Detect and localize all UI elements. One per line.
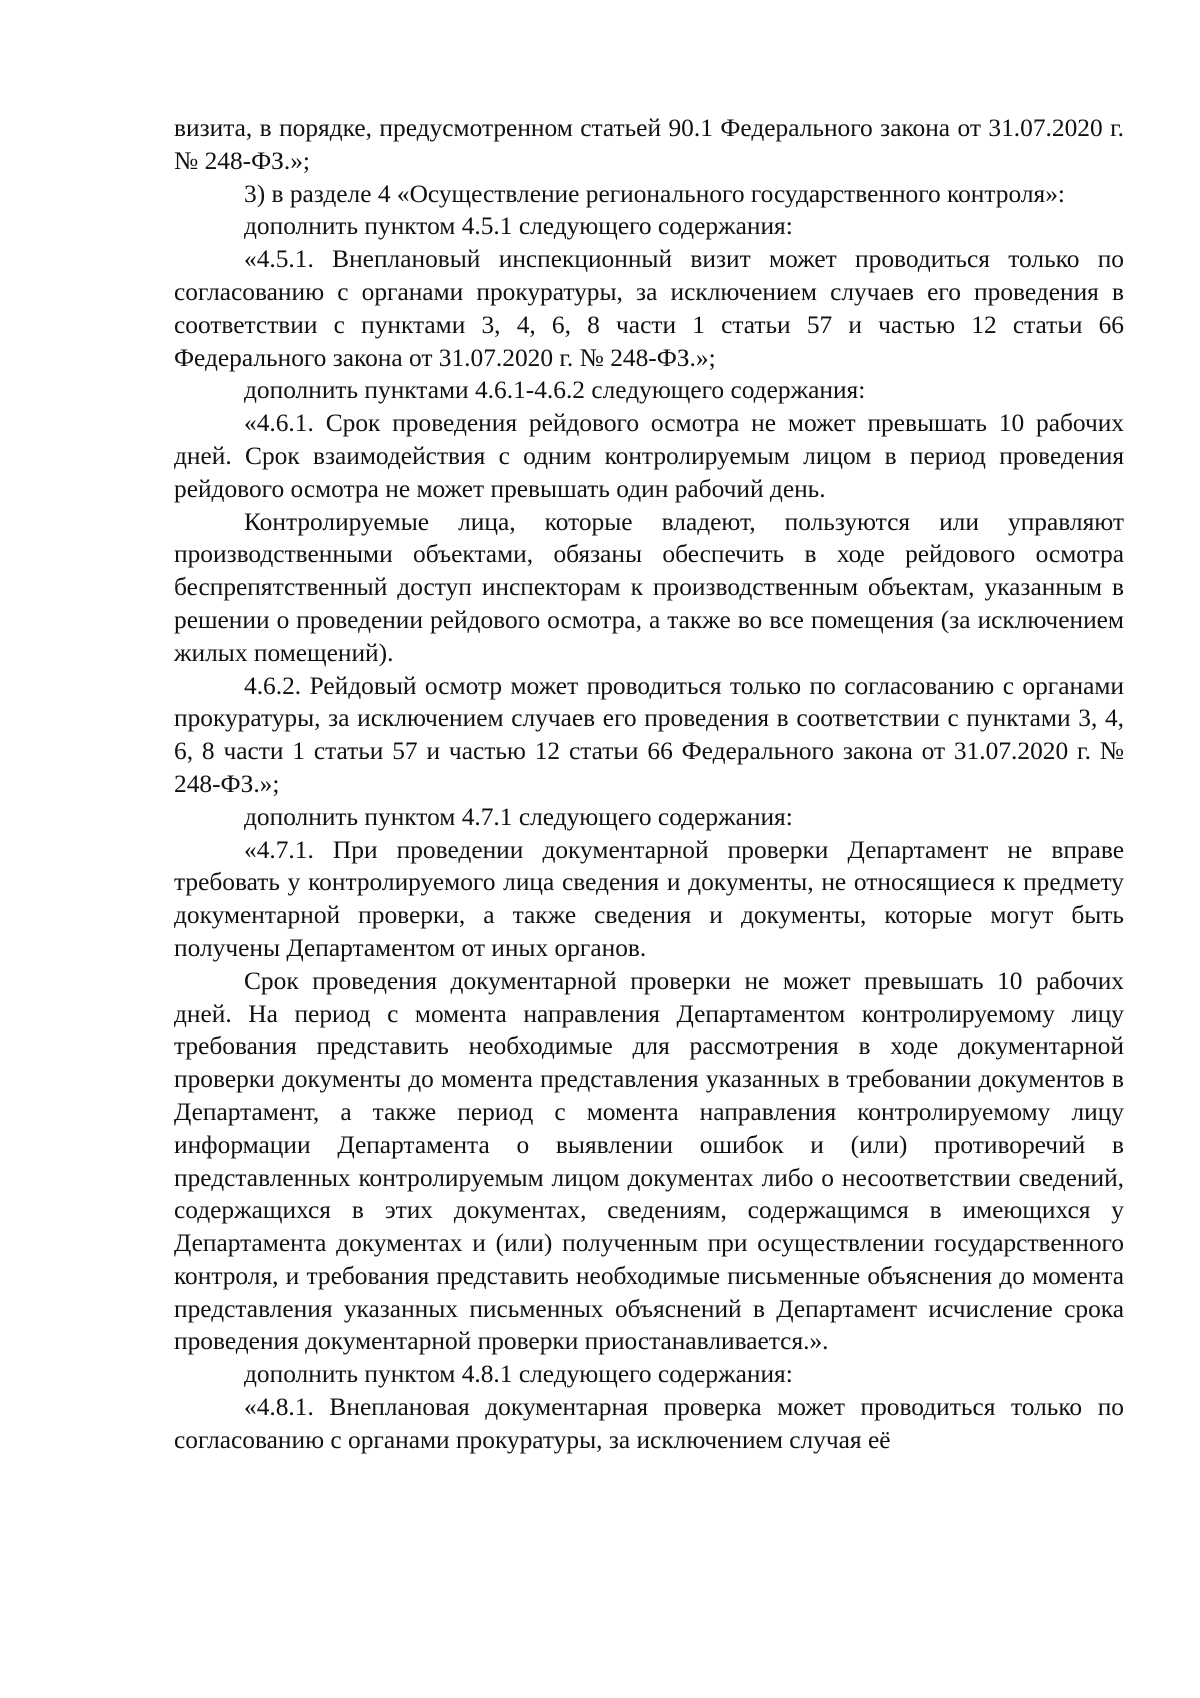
paragraph-controlled-persons: Контролируемые лица, которые владеют, пользуются или управляют производственными объектами, обязаны обеспечить в ходе рейдового осмотра беспрепятственный доступ инспекторам к производственным объектам, указанным в решении о проведении рейдового осмотра, а также во все помещения (за исключением жилых помещений).: [174, 507, 1124, 667]
document-body: [174, 112, 1124, 1457]
paragraph-4-5-1: «4.5.1. Внеплановый инспекционный визит может проводиться только по согласованию с органами прокуратуры, за исключением случаев его проведения в соответствии с пунктами 3, 4, 6, 8 части 1 статьи 57 и частью 12 статьи 66 Федерального закона от 31.07.2020 г. № 248-ФЗ.»;: [174, 245, 1124, 372]
paragraph-4-7-1: «4.7.1. При проведении документарной проверки Департамент не вправе требовать у контролируемого лица сведения и документы, не относящиеся к предмету документарной проверки, а также сведения и документы, которые могут быть получены Департаментом от иных органов.: [174, 835, 1124, 962]
paragraph-4-6-2: 4.6.2. Рейдовый осмотр может проводиться только по согласованию с органами прокуратуры, за исключением случаев его проведения в соответствии с пунктами 3, 4, 6, 8 части 1 статьи 57 и частью 12 статьи 66 Федерального закона от 31.07.2020 г. № 248-ФЗ.»;: [174, 671, 1124, 798]
paragraph-review-period: Срок проведения документарной проверки не может превышать 10 рабочих дней. На период с момента направления Департаментом контролируемому лицу требования представить необходимые для рассмотрения в ходе документарной проверки документы до момента представления указанных в требовании документов в Департамент, а также период с момента направления контролируемому лицу информации Департамента о выявлении ошибок и (или) противоречий в представленных контролируемым лицом документах либо о несоответствии сведений, содержащихся в этих документах, сведениям, содержащимся в имеющихся у Департамента документах и (или) полученным при осуществлении государственного контроля, и требования представить необходимые письменные объяснения до момента представления указанных письменных объяснений в Департамент исчисление срока проведения документарной проверки приостанавливается.».: [174, 966, 1124, 1356]
paragraph-add-4-6-1-4-6-2: дополнить пунктами 4.6.1-4.6.2 следующего содержания:: [244, 376, 866, 405]
paragraph-add-4-5-1: дополнить пунктом 4.5.1 следующего содержания:: [244, 212, 793, 241]
paragraph-4-6-1: «4.6.1. Срок проведения рейдового осмотра не может превышать 10 рабочих дней. Срок взаимодействия с одним контролируемым лицом в период проведения рейдового осмотра не может превышать один рабочий день.: [174, 409, 1124, 503]
paragraph-4-8-1: «4.8.1. Внеплановая документарная проверка может проводиться только по согласованию с органами прокуратуры, за исключением случая её: [174, 1393, 1124, 1454]
paragraph-add-4-7-1: дополнить пунктом 4.7.1 следующего содержания:: [244, 802, 793, 831]
paragraph-add-4-8-1: дополнить пунктом 4.8.1 следующего содержания:: [244, 1360, 793, 1389]
paragraph-continuation: визита, в порядке, предусмотренном статьей 90.1 Федерального закона от 31.07.2020 г. № 248-ФЗ.»;: [174, 114, 1124, 175]
paragraph-section-4-amendment: 3) в разделе 4 «Осуществление регионального государственного контроля»:: [244, 179, 1065, 208]
